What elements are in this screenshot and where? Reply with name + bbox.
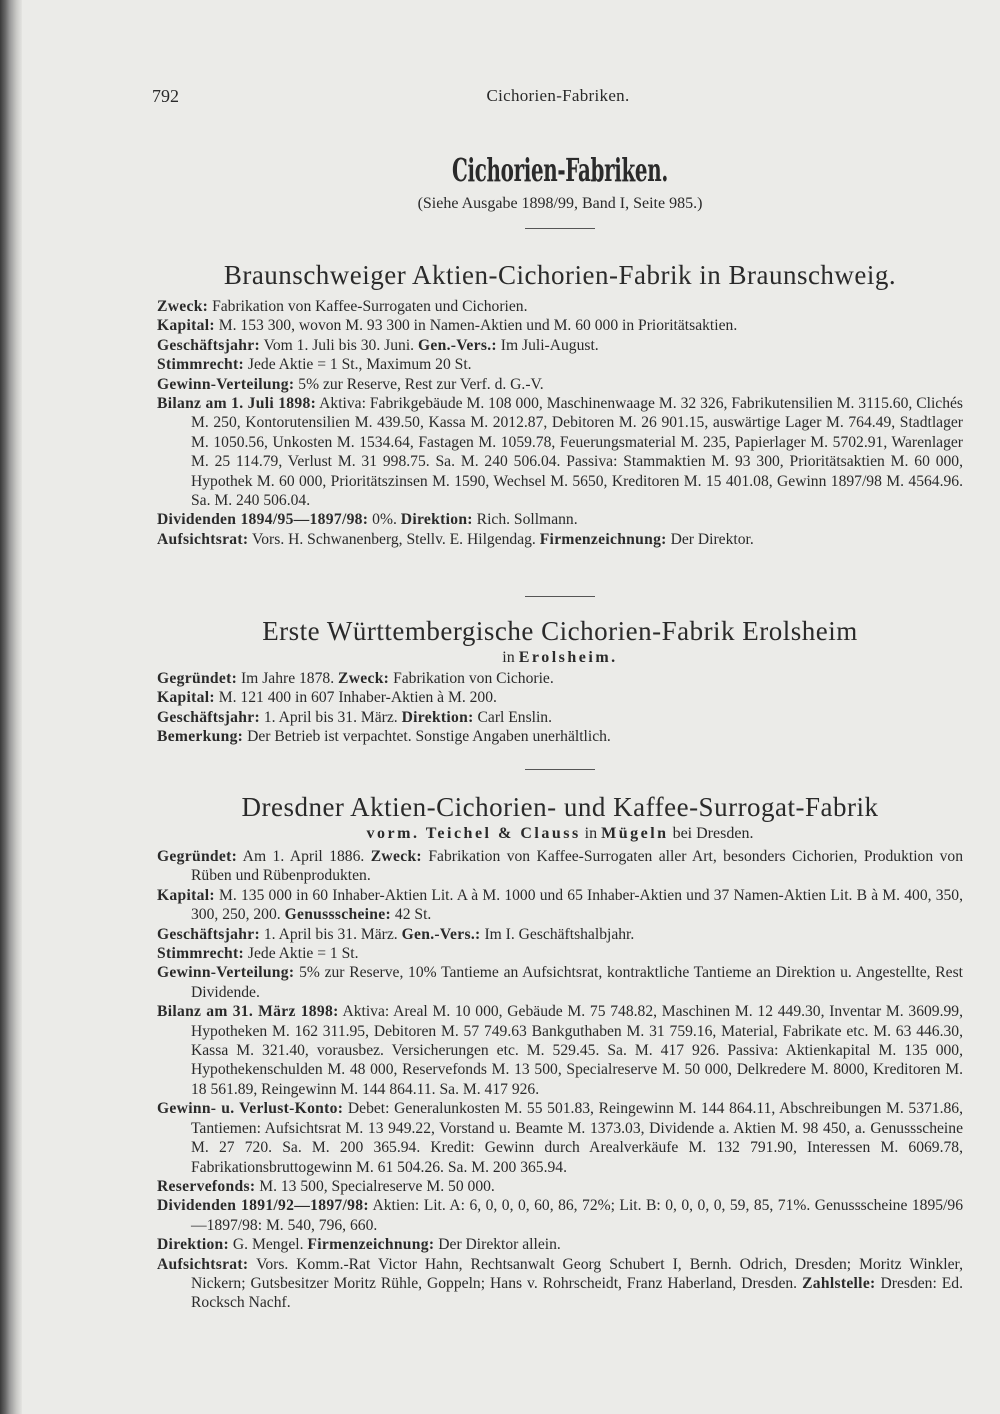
entry-value: Jede Aktie = 1 St., Maximum 20 St. xyxy=(244,356,472,374)
entry-text xyxy=(157,886,963,925)
entry-text xyxy=(157,355,963,374)
entry-text xyxy=(157,1255,963,1313)
entry-value: Carl Enslin. xyxy=(473,708,553,726)
entry-line xyxy=(157,510,963,529)
entry-key: Reservefonds: xyxy=(157,1177,256,1195)
entry-line xyxy=(157,316,963,335)
entry-key: Zweck: xyxy=(157,298,209,315)
entry-line xyxy=(157,375,963,394)
entry-line xyxy=(157,355,963,374)
entry-text xyxy=(157,336,963,355)
entry-key: Dividenden 1894/95—1897/98: xyxy=(157,511,369,529)
entry-line xyxy=(157,925,963,944)
entry-key: Stimmrecht: xyxy=(157,945,245,963)
entry-value: M. 121 400 in 607 Inhaber-Aktien à M. 200. xyxy=(214,689,497,707)
entry-value: Vors. H. Schwanenberg, Stellv. E. Hilgendag. xyxy=(248,530,540,548)
divider xyxy=(525,228,595,229)
entry-line xyxy=(157,297,963,316)
entry-text xyxy=(157,375,963,394)
entry-value: 42 St. xyxy=(391,906,432,924)
entry-line xyxy=(157,886,963,925)
entry-value: Vom 1. Juli bis 30. Juni. xyxy=(259,336,418,354)
entry-value: G. Mengel. xyxy=(229,1236,308,1254)
entry-key: Stimmrecht: xyxy=(157,356,245,374)
entry-text xyxy=(157,847,963,886)
entry-key: Gegründet: xyxy=(157,670,238,687)
subtitle-mid: in xyxy=(580,825,602,842)
entry-line xyxy=(157,727,963,746)
page-number: 792 xyxy=(152,86,179,106)
entry-key: Kapital: xyxy=(157,886,215,904)
entry-value: M. 153 300, wovon M. 93 300 in Namen-Aktien und M. 60 000 in Prioritätsaktien. xyxy=(214,317,738,335)
entry-key: Gewinn- u. Verlust-Konto: xyxy=(157,1100,344,1118)
book-binding-edge xyxy=(0,0,22,1414)
section-header xyxy=(157,150,963,229)
entry-key: Firmenzeichnung: xyxy=(539,530,667,548)
entry-line xyxy=(157,336,963,355)
entry-key: Kapital: xyxy=(157,317,215,335)
entry-value: Der Betrieb ist verpachtet. Sonstige Angaben unerhältlich. xyxy=(243,728,611,746)
section-reference: (Siehe Ausgabe 1898/99, Band I, Seite 985.) xyxy=(417,195,703,212)
entry-key: Gen.-Vers.: xyxy=(401,925,481,943)
entry-text xyxy=(157,1196,963,1235)
entry-line xyxy=(157,944,963,963)
entry-value: 1. April bis 31. März. xyxy=(259,925,402,943)
entry-value: Fabrikation von Kaffee-Surrogaten aller Art, besonders Cichorien, Produktion von Rüben und Rübenprodukten. xyxy=(191,848,963,885)
company-entries xyxy=(157,297,963,549)
entry-line xyxy=(157,1099,963,1177)
entry-value: Am 1. April 1886. xyxy=(237,848,371,865)
entry-key: Bilanz am 1. Juli 1898: xyxy=(157,395,317,413)
entry-text xyxy=(157,530,963,549)
entry-value: Im Juli-August. xyxy=(496,336,599,354)
entry-text xyxy=(157,510,963,529)
entry-text xyxy=(157,297,963,316)
entry-key: Bilanz am 31. März 1898: xyxy=(157,1003,339,1021)
entry-key: Aufsichtsrat: xyxy=(157,1255,249,1273)
company-erolsheim xyxy=(157,614,963,747)
entry-line xyxy=(157,669,963,688)
entry-key: Geschäftsjahr: xyxy=(157,708,260,726)
entry-line xyxy=(157,963,963,1002)
company-dresdner xyxy=(157,790,963,1313)
entry-text xyxy=(157,1099,963,1177)
entry-value: Aktiva: Areal M. 10 000, Gebäude M. 75 748.82, Maschinen M. 12 449.30, Inventar M. 3609.99, Hypotheken M. 162 311.95, Debitoren M. 57 749.63 Bankguthaben M. 31 759.16, Material, Fabrikate etc. M. 63 446.30, Kassa M. 321.40, vorausbez. Versicherungen etc. M. 529.45. Sa. M. 417 926. Passiva: Aktienkapital M. 135 000, Hypothekenschulden M. 48 000, Reservefonds M. 13 500, Specialreserve M. 50 000, Delkredere M. 8000, Kreditoren M. 18 561.89, Reingewinn M. 144 864.11. Sa. M. 417 926. xyxy=(191,1003,963,1098)
entry-text xyxy=(157,925,963,944)
entry-line xyxy=(157,1196,963,1235)
entry-value: M. 135 000 in 60 Inhaber-Aktien Lit. A à M. 1000 und 65 Inhaber-Aktien und 37 Namen-Aktien Lit. B à M. 400, 350, 300, 250, 200. xyxy=(191,886,963,924)
entry-value: Der Direktor. xyxy=(666,530,754,548)
subtitle-place: Mügeln xyxy=(601,825,669,842)
divider xyxy=(525,596,595,597)
entry-value: Jede Aktie = 1 St. xyxy=(244,945,359,963)
entry-line xyxy=(157,1255,963,1313)
entry-line xyxy=(157,530,963,549)
entry-text xyxy=(157,688,963,707)
divider xyxy=(525,769,595,770)
company-braunschweig xyxy=(157,258,963,549)
entry-value: Rich. Sollmann. xyxy=(472,511,578,529)
entry-value: 5% zur Reserve, Rest zur Verf. d. G.-V. xyxy=(294,375,544,393)
entry-key: Gegründet: xyxy=(157,848,238,865)
entry-key: Kapital: xyxy=(157,689,215,707)
entry-key: Geschäftsjahr: xyxy=(157,336,260,354)
entry-text xyxy=(157,316,963,335)
entry-line xyxy=(157,688,963,707)
entry-value: Vors. Komm.-Rat Victor Hahn, Rechtsanwalt Georg Schubert I, Bernh. Odrich, Dresden; Moritz Winkler, Nickern; Gutsbesitzer Moritz Rühle, Goppeln; Hans v. Rohrscheidt, Franz Haberland, Dresden. xyxy=(191,1255,963,1292)
entry-key: Genussscheine: xyxy=(284,906,391,924)
entry-line xyxy=(157,1177,963,1196)
entry-key: Direktion: xyxy=(157,1236,230,1254)
entry-text xyxy=(157,669,963,688)
entry-value: Fabrikation von Kaffee-Surrogaten und Cichorien. xyxy=(208,298,528,315)
entry-key: Firmenzeichnung: xyxy=(307,1236,435,1254)
entry-text xyxy=(157,1002,963,1099)
entry-text xyxy=(157,394,963,510)
running-title: Cichorien-Fabriken. xyxy=(486,86,630,105)
entry-key: Dividenden 1891/92—1897/98: xyxy=(157,1197,369,1215)
entry-value: Fabrikation von Cichorie. xyxy=(389,670,554,687)
subtitle-suffix: bei Dresden. xyxy=(668,825,754,842)
section-title: Cichorien-Fabriken. xyxy=(452,151,668,189)
entry-value: Im Jahre 1878. xyxy=(237,670,338,687)
company-subtitle xyxy=(157,824,963,843)
entry-text xyxy=(157,708,963,727)
entry-value: 0%. xyxy=(368,511,401,529)
entry-key: Zweck: xyxy=(338,670,390,687)
entry-text xyxy=(157,727,963,746)
entry-text xyxy=(157,944,963,963)
subtitle-prefix: in xyxy=(502,649,519,666)
subtitle-place: Erolsheim. xyxy=(518,649,618,666)
company-subtitle xyxy=(157,648,963,667)
entry-line xyxy=(157,1235,963,1254)
company-title: Dresdner Aktien-Cichorien- und Kaffee-Surrogat-Fabrik xyxy=(241,792,879,822)
entry-value: Debet: Generalunkosten M. 55 501.83, Reingewinn M. 144 864.11, Abschreibungen M. 5371.86, Tantiemen: Aufsichtsrat M. 13 949.22, Vorstand u. Beamte M. 1373.03, Dividende a. Aktien M. 98 450, a. Genussscheine M. 27 720. Sa. M. 200 365.94. Kredit: Gewinn durch Arealverkäufe M. 132 791.90, Interessen M. 6069.78, Fabrikationsbruttogewinn M. 61 504.26. Sa. M. 200 365.94. xyxy=(191,1100,964,1176)
entry-text xyxy=(157,963,963,1002)
entry-text xyxy=(157,1235,963,1254)
entry-line xyxy=(157,708,963,727)
entry-key: Gen.-Vers.: xyxy=(417,336,497,354)
entry-key: Direktion: xyxy=(401,708,474,726)
company-title: Braunschweiger Aktien-Cichorien-Fabrik in Braunschweig. xyxy=(223,260,897,290)
entry-key: Aufsichtsrat: xyxy=(157,530,249,548)
entry-value: M. 13 500, Specialreserve M. 50 000. xyxy=(255,1177,495,1195)
entry-text xyxy=(157,1177,963,1196)
entry-key: Geschäftsjahr: xyxy=(157,925,260,943)
entry-line xyxy=(157,394,963,510)
entry-value: Im I. Geschäftshalbjahr. xyxy=(480,925,635,943)
entry-key: Zahlstelle: xyxy=(802,1274,876,1292)
company-title: Erste Württembergische Cichorien-Fabrik Erolsheim xyxy=(262,616,858,646)
entry-line xyxy=(157,847,963,886)
entry-key: Bemerkung: xyxy=(157,728,244,746)
entry-key: Zweck: xyxy=(370,848,422,865)
entry-value: Dresden: Ed. Rocksch Nachf. xyxy=(191,1274,963,1312)
entry-value: Aktiva: Fabrikgebäude M. 108 000, Maschinenwaage M. 32 326, Fabrikutensilien M. 3115.60, Clichés M. 250, Kontorutensilien M. 439.50, Kassa M. 2012.87, Debitoren M. 26 901.15, auswärtige Lager M. 764.49, Stadtlager M. 1050.56, Unkosten M. 1534.64, Fastagen M. 1059.78, Feuerungsmaterial M. 235, Papierlager M. 5702.91, Warenlager M. 25 114.79, Verlust M. 31 998.75. Sa. M. 240 506.04. Passiva: Stammaktien M. 93 300, Prioritätsaktien M. 60 000, Hypothek M. 60 000, Prioritätszinsen M. 1590, Wechsel M. 5650, Kreditoren M. 15 401.08, Gewinn 1897/98 M. 4564.96. Sa. M. 240 506.04. xyxy=(191,395,963,510)
entry-key: Gewinn-Verteilung: xyxy=(157,964,295,982)
subtitle-vorm: vorm. Teichel & Clauss xyxy=(366,825,581,842)
company-entries xyxy=(157,847,963,1313)
entry-value: Aktien: Lit. A: 6, 0, 0, 0, 60, 86, 72%; Lit. B: 0, 0, 0, 0, 59, 85, 71%. Genussscheine 1895/96—1897/98: M. 540, 796, 660. xyxy=(191,1197,963,1234)
entry-value: 5% zur Reserve, 10% Tantieme an Aufsichtsrat, kontraktliche Tantieme an Direktion u. Angestellte, Rest Dividende. xyxy=(191,964,963,1001)
company-entries xyxy=(157,669,963,747)
entry-line xyxy=(157,1002,963,1099)
entry-value: 1. April bis 31. März. xyxy=(259,708,402,726)
running-header xyxy=(152,86,964,110)
entry-value: Der Direktor allein. xyxy=(434,1236,561,1254)
entry-key: Gewinn-Verteilung: xyxy=(157,375,295,393)
entry-key: Direktion: xyxy=(400,511,473,529)
